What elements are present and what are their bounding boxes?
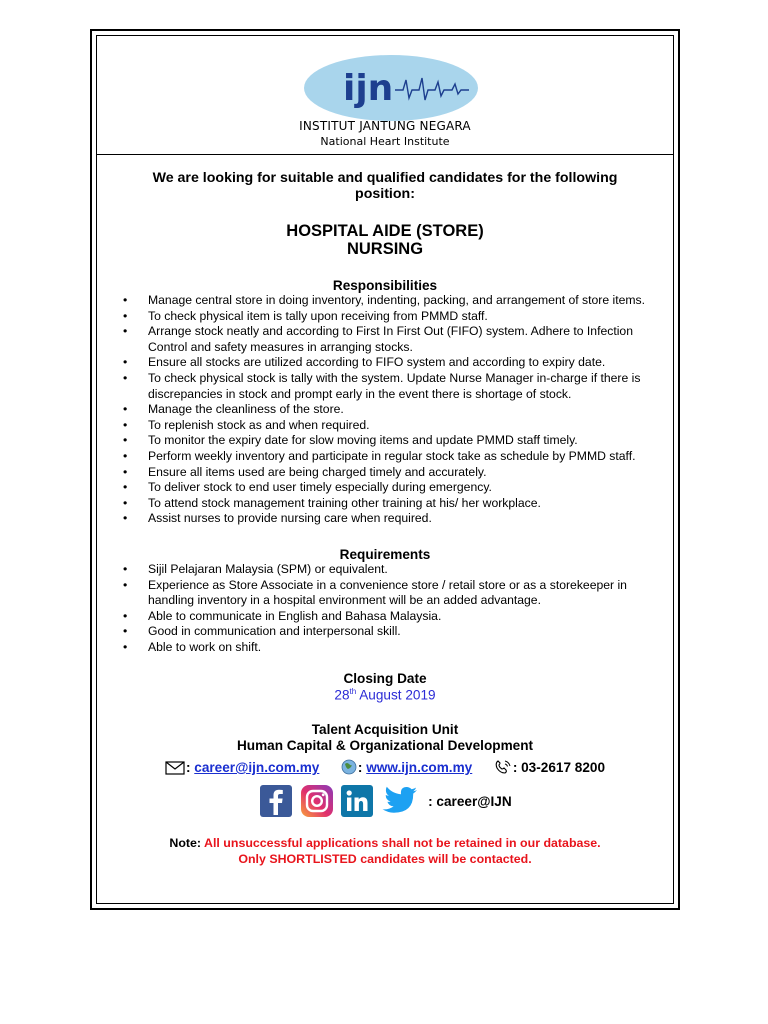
- responsibilities-list: [97, 293, 673, 527]
- note: [97, 835, 673, 867]
- department-name: Human Capital & Organizational Development: [236, 738, 534, 753]
- ijn-logo: [303, 54, 479, 122]
- unit-info: [97, 722, 673, 754]
- list-item: • Manage the cleanliness of the store.: [97, 402, 673, 418]
- closing-date-heading: Closing Date: [343, 671, 427, 687]
- list-item: • Experience as Store Associate in a convenience store / retail store or as a storekeeper in handling inventory in a hospital environment will be an added advantage.: [97, 578, 673, 609]
- social-handle: : career@IJN: [428, 793, 512, 809]
- ijn-logo-text: ijn: [343, 68, 394, 109]
- colon: :: [357, 760, 363, 775]
- note-line1: All unsuccessful applications shall not be retained in our database.: [204, 836, 601, 850]
- closing-day-suffix: th: [349, 687, 357, 697]
- list-item: • Arrange stock neatly and according to First In First Out (FIFO) system. Adhere to Infection Control and safety measures in arranging stocks.: [97, 324, 673, 355]
- envelope-icon: [165, 761, 185, 775]
- list-item: • To monitor the expiry date for slow moving items and update PMMD staff timely.: [97, 433, 673, 449]
- globe-icon: [341, 759, 357, 775]
- list-item: • To replenish stock as and when required.: [97, 418, 673, 434]
- colon: :: [185, 760, 191, 775]
- facebook-icon[interactable]: [260, 785, 292, 817]
- intro-text: We are looking for suitable and qualified candidates for the following position:: [152, 170, 618, 202]
- position-title: [97, 222, 673, 258]
- list-item: • Good in communication and interpersonal skill.: [97, 624, 673, 640]
- twitter-icon[interactable]: [382, 786, 418, 816]
- poster-body: [97, 160, 673, 867]
- linkedin-icon[interactable]: [341, 785, 373, 817]
- list-item: • Perform weekly inventory and participate in regular stock take as schedule by PMMD staff.: [97, 449, 673, 465]
- header: [97, 36, 673, 155]
- list-item: • To attend stock management training other training at his/ her workplace.: [97, 496, 673, 512]
- contact-row: [97, 759, 673, 775]
- list-item: • Ensure all stocks are utilized according to FIFO system and according to expiry date.: [97, 355, 673, 371]
- list-item: • To check physical stock is tally with the system. Update Nurse Manager in-charge if there is discrepancies in stock and prompt early in the event there is shortage of stock.: [97, 371, 673, 402]
- email-link[interactable]: career@ijn.com.my: [194, 760, 320, 775]
- closing-date: [97, 687, 673, 703]
- list-item: • To deliver stock to end user timely especially during emergency.: [97, 480, 673, 496]
- poster-inner-border: [96, 35, 674, 904]
- list-item: • Ensure all items used are being charged timely and accurately.: [97, 465, 673, 481]
- social-row: [97, 785, 673, 821]
- colon: :: [512, 760, 518, 775]
- list-item: • Assist nurses to provide nursing care when required.: [97, 511, 673, 527]
- instagram-icon[interactable]: [301, 785, 333, 817]
- unit-name: Talent Acquisition Unit: [311, 722, 459, 737]
- website-link[interactable]: www.ijn.com.my: [366, 760, 473, 775]
- requirements-list: [97, 562, 673, 656]
- list-item: • To check physical item is tally upon receiving from PMMD staff.: [97, 309, 673, 325]
- requirements-heading: Requirements: [339, 546, 431, 562]
- list-item: • Able to work on shift.: [97, 640, 673, 656]
- list-item: • Able to communicate in English and Bahasa Malaysia.: [97, 609, 673, 625]
- phone-number: 03-2617 8200: [521, 760, 606, 775]
- org-subtitle: National Heart Institute: [320, 135, 450, 148]
- note-label: Note:: [169, 836, 205, 850]
- position-title-line1: HOSPITAL AIDE (STORE): [286, 222, 484, 240]
- org-name: INSTITUT JANTUNG NEGARA: [299, 119, 471, 133]
- position-title-line2: NURSING: [346, 240, 424, 258]
- closing-month-year: August 2019: [356, 688, 436, 703]
- closing-day: 28: [334, 688, 350, 703]
- list-item: • Manage central store in doing inventory, indenting, packing, and arrangement of store items.: [97, 293, 673, 309]
- phone-icon: [494, 759, 512, 775]
- responsibilities-heading: Responsibilities: [332, 278, 438, 293]
- note-line2: Only SHORTLISTED candidates will be contacted.: [238, 852, 532, 866]
- poster-frame: [90, 29, 680, 910]
- list-item: • Sijil Pelajaran Malaysia (SPM) or equivalent.: [97, 562, 673, 578]
